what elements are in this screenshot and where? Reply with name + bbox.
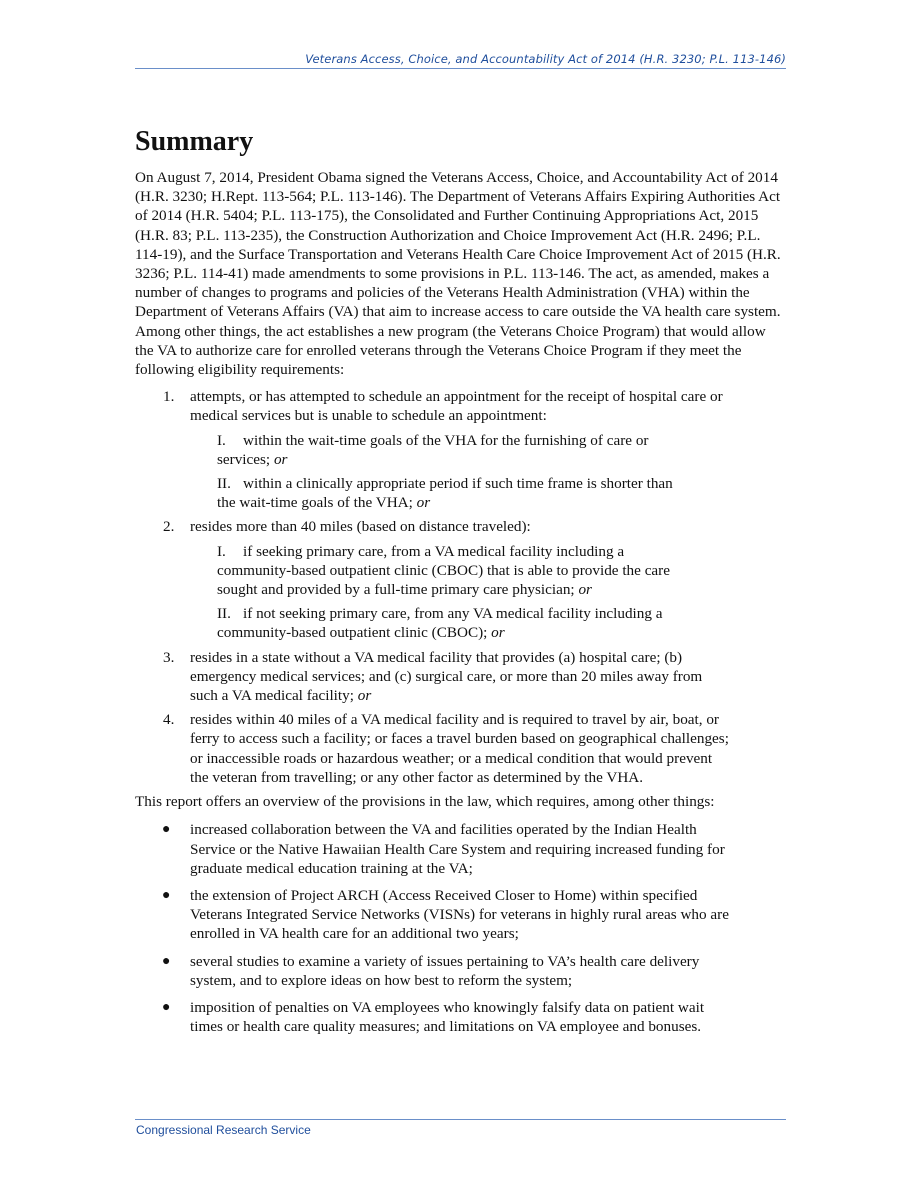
requirement-number: 4. bbox=[163, 711, 175, 729]
requirement-number: 3. bbox=[163, 648, 175, 666]
overview-paragraph: This report offers an overview of the provisions in the law, which requires, among other things: bbox=[135, 793, 715, 811]
sub-requirement-text: within a clinically appropriate period if such time frame is shorter than the wait-time goals of the VHA; bbox=[217, 475, 673, 512]
header-rule bbox=[135, 68, 786, 69]
requirement-text: resides within 40 miles of a VA medical facility and is required to travel by air, boat, or ferry to access such a facility; or faces a travel burden based on geographical challenges; or inaccessible roads or hazardous weather; or a medical condition that would prevent the veteran from travelling; or any other factor as determined by the VHA. bbox=[190, 711, 729, 786]
sub-requirement-item bbox=[190, 604, 687, 642]
provision-text: imposition of penalties on VA employees who knowingly falsify data on patient wait times or health care quality measures; and limitations on VA employee and bonuses. bbox=[190, 998, 705, 1036]
sub-requirements-list bbox=[190, 542, 730, 643]
sub-requirement-item bbox=[190, 474, 687, 512]
bullet-icon: ● bbox=[162, 953, 171, 969]
bullet-icon: ● bbox=[162, 887, 171, 903]
footer-rule bbox=[135, 1119, 786, 1120]
requirement-item-4 bbox=[135, 710, 730, 787]
provision-item bbox=[135, 998, 730, 1036]
section-heading: Summary bbox=[135, 126, 254, 157]
requirement-text: attempts, or has attempted to schedule an appointment for the receipt of hospital care or medical services but is unable to schedule an appointment: bbox=[190, 388, 723, 425]
or-conjunction: or bbox=[357, 687, 372, 705]
requirement-item-3 bbox=[135, 648, 730, 706]
or-conjunction: or bbox=[578, 581, 592, 599]
sub-requirement-text: if not seeking primary care, from any VA medical facility including a community-based outpatient clinic (CBOC); bbox=[217, 605, 663, 642]
sub-requirement-item bbox=[190, 431, 687, 469]
requirement-item-1 bbox=[135, 387, 730, 512]
requirement-number: 2. bbox=[163, 518, 175, 536]
or-conjunction: or bbox=[491, 624, 505, 642]
or-conjunction: or bbox=[416, 494, 431, 512]
provision-text: several studies to examine a variety of issues pertaining to VA’s health care delivery system, and to explore ideas on how best to reform the system; bbox=[190, 952, 700, 989]
or-conjunction: or bbox=[273, 450, 288, 468]
sub-requirement-number: I. bbox=[217, 431, 226, 449]
sub-requirement-number: II. bbox=[217, 475, 231, 493]
sub-requirement-number: II. bbox=[217, 605, 231, 623]
requirement-text: resides in a state without a VA medical facility that provides (a) hospital care; (b) emergency medical services; and (c) surgical care, or more than 20 miles away from such a VA medical facility; bbox=[190, 648, 703, 705]
summary-section bbox=[135, 126, 786, 1044]
bullet-icon: ● bbox=[162, 999, 171, 1015]
provisions-list bbox=[135, 820, 786, 1036]
eligibility-requirements-list bbox=[135, 387, 786, 787]
sub-requirement-item bbox=[190, 542, 687, 600]
requirement-number: 1. bbox=[163, 388, 175, 406]
sub-requirement-number: I. bbox=[217, 542, 226, 560]
bullet-icon: ● bbox=[162, 822, 171, 838]
provision-item bbox=[135, 886, 730, 944]
sub-requirement-text: if seeking primary care, from a VA medical facility including a community-based outpatient clinic (CBOC) that is able to provide the care sought and provided by a full-time primary care physician; bbox=[217, 542, 670, 599]
intro-paragraph: On August 7, 2014, President Obama signed the Veterans Access, Choice, and Accountability Act of 2014 (H.R. 3230; H.Rept. 113-564; P.L. 113-146). The Department of Veterans Affairs Expiring Authorities Act of 2014 (H.R. 5404; P.L. 113-175), the Consolidated and Further Continuing Appropriations Act, 2015 (H.R. 83; P.L. 113-235), the Construction Authorization and Choice Improvement Act (H.R. 2496; P.L. 114-19), and the Surface Transportation and Veterans Health Care Choice Improvement Act of 2015 (H.R. 3236; P.L. 114-41) made amendments to some provisions in P.L. 113-146. The act, as amended, makes a number of changes to programs and policies of the Veterans Health Administration (VHA) within the Department of Veterans Affairs (VA) that aim to increase access to care outside the VA health care system. Among other things, the act establishes a new program (the Veterans Choice Program) that would allow the VA to authorize care for enrolled veterans through the Veterans Choice Program if they meet the following eligibility requirements: bbox=[135, 169, 781, 379]
requirement-item-2 bbox=[135, 517, 730, 642]
provision-text: the extension of Project ARCH (Access Received Closer to Home) within specified Veterans Integrated Service Networks (VISNs) for veterans in highly rural areas who are enrolled in VA health care for an additional two years; bbox=[190, 886, 729, 943]
provision-item bbox=[135, 952, 730, 990]
sub-requirement-text: within the wait-time goals of the VHA for the furnishing of care or services; bbox=[217, 431, 649, 468]
provision-text: increased collaboration between the VA and facilities operated by the Indian Health Service or the Native Hawaiian Health Care System and requiring increased funding for graduate medical education training at the VA; bbox=[190, 821, 725, 877]
provision-item bbox=[135, 820, 730, 878]
requirement-text: resides more than 40 miles (based on distance traveled): bbox=[190, 518, 531, 536]
sub-requirements-list bbox=[190, 431, 730, 513]
running-header: Veterans Access, Choice, and Accountability Act of 2014 (H.R. 3230; P.L. 113-146) bbox=[305, 52, 786, 66]
footer-publisher: Congressional Research Service bbox=[136, 1123, 311, 1137]
